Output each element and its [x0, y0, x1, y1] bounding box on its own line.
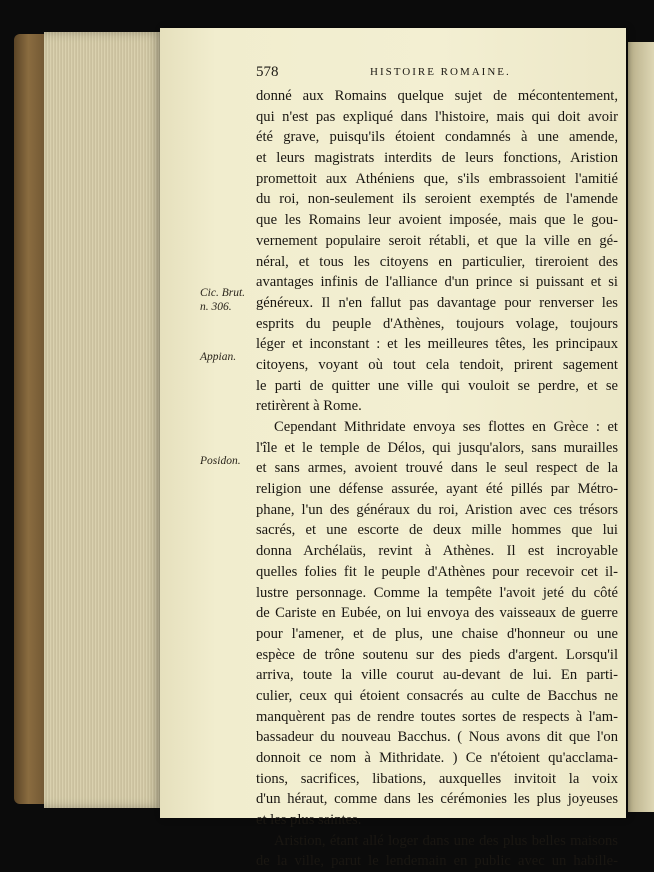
text-line: manquèrent pas de rendre toutes sortes de respects à l'am-: [256, 708, 618, 725]
text-line: culier, ceux qui étoient consacrés au culte de Bacchus ne: [256, 687, 618, 704]
text-line: donna Archélaüs, revint à Athènes. Il est incroyable: [256, 543, 618, 560]
text-line: que les Romains leur avoient imposée, mais que le gou-: [256, 212, 618, 229]
running-head: HISTOIRE ROMAINE.: [370, 66, 511, 78]
text-line: quelles folies fit le peuple d'Athènes pour recevoir cet il-: [256, 563, 618, 580]
margin-note-cicero: [200, 286, 256, 314]
text-line: l'île et le temple de Délos, qui jusqu'alors, sans murailles: [256, 439, 618, 456]
text-line: arriva, toute la ville courut au-devant de lui. En parti-: [256, 667, 618, 684]
text-line: Aristion, étant allé loger dans une des plus belles maisons: [274, 832, 618, 849]
facing-page-edge: [628, 42, 654, 812]
page-header: [256, 64, 616, 82]
body-text: [256, 86, 618, 872]
text-line: et les plus saintes.: [256, 812, 362, 829]
text-line: généreux. Il n'en fallut pas davantage pour renverser les: [256, 294, 618, 311]
margin-note-cicero-title: Cic. Brut.: [200, 287, 246, 299]
text-line: pour l'amener, et de plus, une chaise d'honneur ou une: [256, 625, 618, 642]
text-line: phane, l'un des généraux du roi, Aristion avec ces trésors: [256, 501, 618, 518]
text-line: léger et inconstant : et les meilleures têtes, les principaux: [256, 336, 618, 353]
page-number: 578: [256, 64, 279, 80]
text-line: néral, et tous les citoyens en particulier, tireroient des: [256, 253, 618, 270]
text-line: tions, sacrifices, libations, auxquelles invitoit la voix: [256, 770, 618, 787]
text-line: le parti de quitter une ville qui vouloit se perdre, et se: [256, 377, 618, 394]
margin-note-posidonius: Posidon.: [200, 455, 241, 467]
text-line: Cependant Mithridate envoya ses flottes en Grèce : et: [274, 419, 618, 435]
text-line: et leurs magistrats interdits de leurs fonctions, Aristion: [256, 150, 618, 167]
open-book: [14, 28, 654, 870]
text-line: du roi, non-seulement ils seroient exemptés de l'amende: [256, 191, 618, 208]
page-edges: [44, 32, 162, 808]
text-line: et sans armes, avoient trouvé dans le seul respect de la: [256, 460, 618, 477]
margin-note-appian: Appian.: [200, 351, 237, 363]
text-line: citoyens, voyant où tout cela tendoit, prirent sagement: [256, 356, 618, 373]
text-line: d'un héraut, comme dans les cérémonies les plus joyeuses: [256, 791, 618, 808]
text-line: lustre personnage. Comme la tempête l'avoit jeté du côté: [256, 584, 618, 601]
text-line: promettoit aux Athéniens que, s'ils embrassoient l'amitié: [256, 170, 618, 187]
text-line: sacrés, et une escorte de deux mille hommes que lui: [256, 522, 618, 539]
text-line: été grave, puisqu'ils étoient condamnés à une amende,: [256, 129, 618, 146]
text-line: religion une défense assurée, ayant été pillés par Métro-: [256, 481, 618, 498]
text-line: avantages infinis de l'alliance d'un prince si puissant et si: [256, 274, 618, 291]
text-line: retirèrent à Rome.: [256, 398, 362, 415]
text-line: de Cariste en Eubée, on lui envoya des vaisseaux de guerre: [256, 605, 618, 622]
text-line: donné aux Romains quelque sujet de mécontentement,: [256, 88, 618, 104]
text-line: donnoit ce nom à Mithridate. ) Ce n'étoient qu'acclama-: [256, 750, 618, 766]
text-line: de la ville, parut le lendemain en public avec un habille-: [256, 853, 618, 870]
text-line: esprits du peuple d'Athènes, toujours volage, toujours: [256, 315, 618, 332]
text-line: qui n'est pas expliqué dans l'histoire, mais qui doit avoir: [256, 108, 618, 125]
text-line: bassadeur du nouveau Bacchus. ( Nous avons dit que l'on: [256, 729, 618, 746]
margin-note-cicero-ref: n. 306.: [200, 301, 232, 313]
text-line: vernement populaire seroit rétabli, et que la ville en gé-: [256, 232, 618, 249]
text-line: espèce de trône soutenu sur des pieds d'argent. Lorsqu'il: [256, 646, 618, 663]
book-page: [160, 28, 626, 870]
